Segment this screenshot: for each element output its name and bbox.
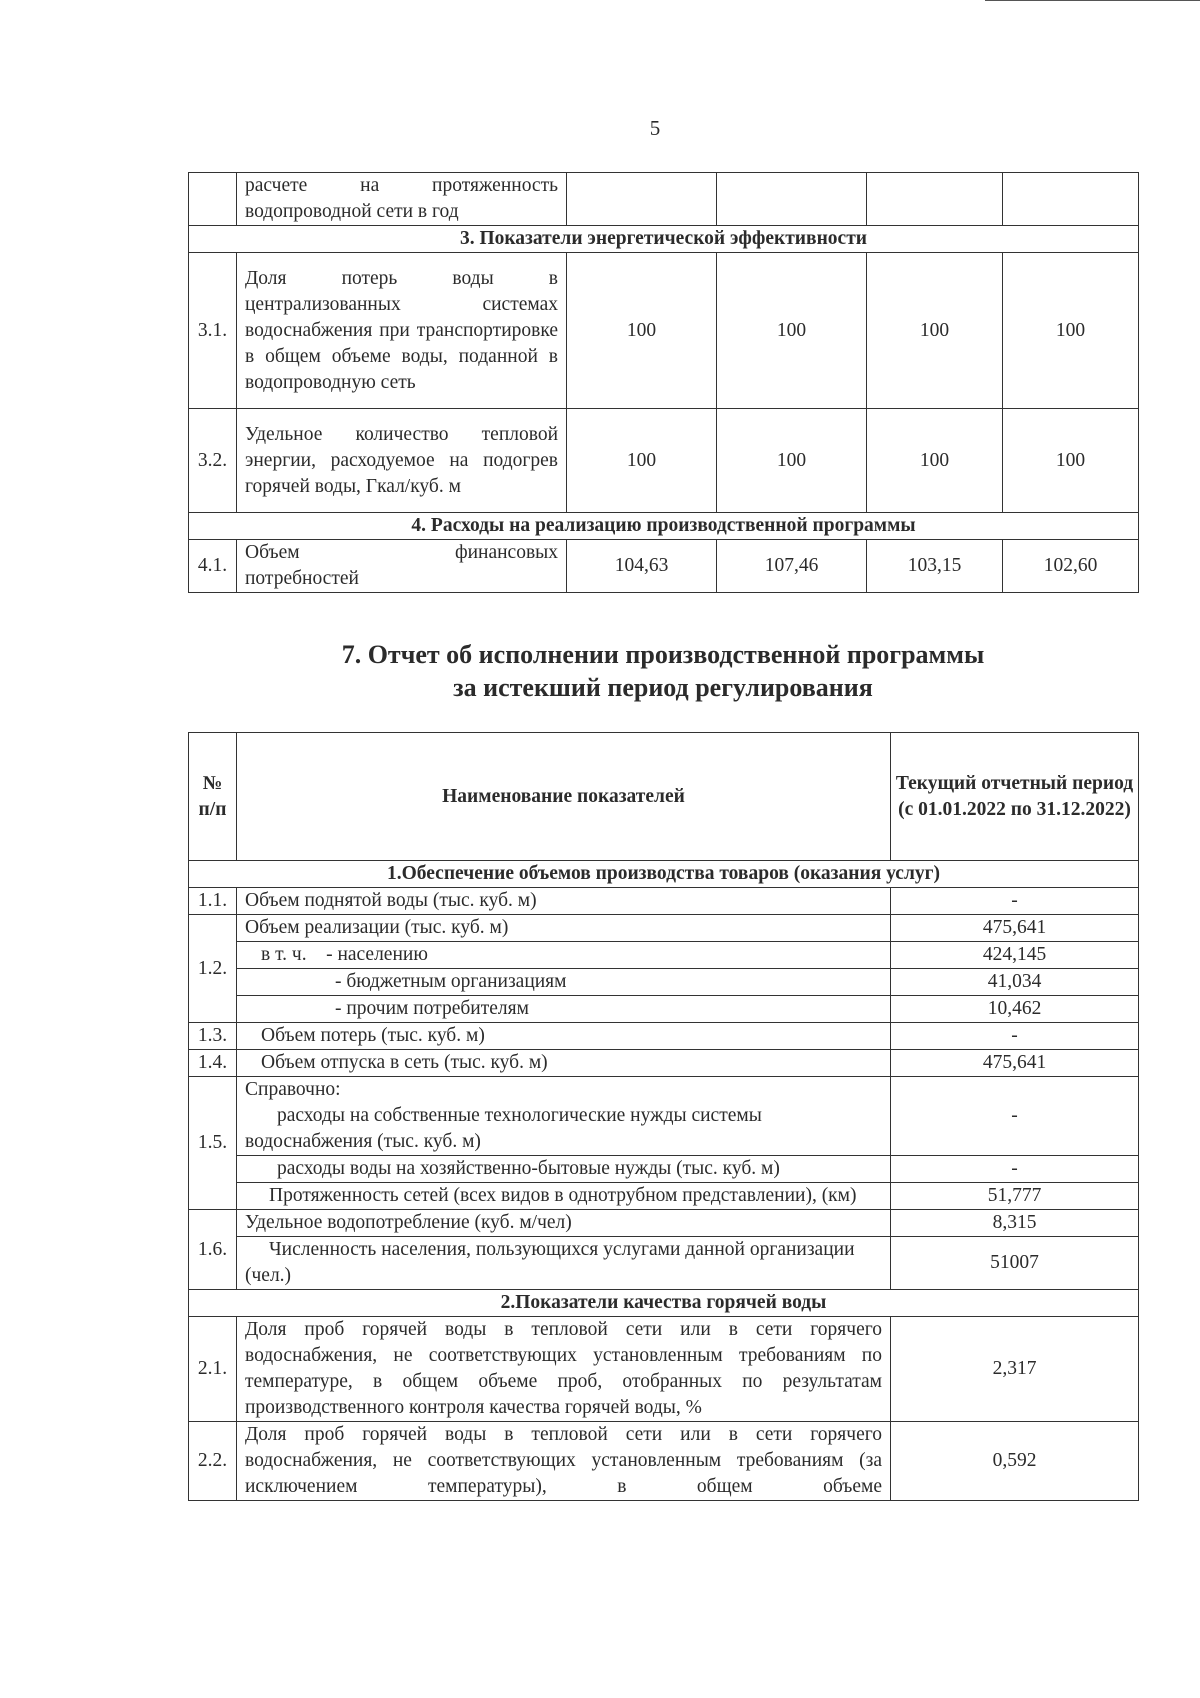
- section-heading: [188, 638, 1138, 704]
- heading-line-1: 7. Отчет об исполнении производственной программы: [341, 640, 985, 669]
- indicator-value: 2,317: [891, 1317, 1139, 1422]
- row-number: 1.3.: [189, 1023, 237, 1050]
- indicator-name: - бюджетным организациям: [237, 969, 891, 996]
- continued-indicator-name: расчете на протяженность водопроводной сети в год: [237, 173, 567, 226]
- row-number: 1.1.: [189, 888, 237, 915]
- program-report-table: [188, 732, 1139, 1501]
- indicator-value: 475,641: [891, 1050, 1139, 1077]
- table-row: [189, 1317, 1139, 1422]
- table-row: [189, 173, 1139, 226]
- table-row: [189, 1077, 1139, 1156]
- table-row: [189, 253, 1139, 409]
- table-row: [189, 996, 1139, 1023]
- indicator-name: в т. ч. - населению: [237, 942, 891, 969]
- table-row: [189, 1023, 1139, 1050]
- row-number: 2.1.: [189, 1317, 237, 1422]
- header-num: № п/п: [189, 733, 237, 861]
- section-4-title: 4. Расходы на реализацию производственной программы: [189, 513, 1139, 540]
- indicator-name: Объем потерь (тыс. куб. м): [237, 1023, 891, 1050]
- indicator-name: Доля проб горячей воды в тепловой сети или в сети горячего водоснабжения, не соответствующих установленным требованиям по температуре, в общем объеме проб, отобранных по результатам производственного контроля качества горячей воды, %: [237, 1317, 891, 1422]
- table-row: [189, 409, 1139, 513]
- indicator-value: 475,641: [891, 915, 1139, 942]
- indicator-name: Объем реализации (тыс. куб. м): [237, 915, 891, 942]
- indicator-value: -: [891, 1156, 1139, 1183]
- header-period: Текущий отчетный период (с 01.01.2022 по 31.12.2022): [891, 733, 1139, 861]
- indicator-value: 100: [867, 253, 1003, 409]
- indicator-value: 424,145: [891, 942, 1139, 969]
- indicator-value: -: [891, 1077, 1139, 1156]
- row-number: 2.2.: [189, 1422, 237, 1501]
- indicator-value: 10,462: [891, 996, 1139, 1023]
- indicator-name: расходы воды на хозяйственно-бытовые нужды (тыс. куб. м): [237, 1156, 891, 1183]
- indicator-value: 107,46: [717, 540, 867, 593]
- table-row: [189, 969, 1139, 996]
- section-header-row: [189, 226, 1139, 253]
- indicator-name: Доля проб горячей воды в тепловой сети или в сети горячего водоснабжения, не соответствующих установленным требованиям (за исключением температуры), в общем объеме: [237, 1422, 891, 1501]
- table-row: [189, 915, 1139, 942]
- section-header-row: [189, 513, 1139, 540]
- heading-line-2: за истекший период регулирования: [453, 673, 873, 702]
- indicator-value: 102,60: [1003, 540, 1139, 593]
- energy-indicators-table: [188, 172, 1139, 593]
- indicator-value: 100: [567, 409, 717, 513]
- table-row: [189, 1422, 1139, 1501]
- indicator-name: Численность населения, пользующихся услугами данной организации (чел.): [237, 1237, 891, 1290]
- table-row: [189, 942, 1139, 969]
- section-header-row: [189, 1290, 1139, 1317]
- indicator-name: Объем финансовых потребностей: [237, 540, 567, 593]
- section-1-title: 1.Обеспечение объемов производства товаров (оказания услуг): [189, 861, 1139, 888]
- indicator-name: Удельное количество тепловой энергии, расходуемое на подогрев горячей воды, Гкал/куб. м: [237, 409, 567, 513]
- table-row: [189, 1050, 1139, 1077]
- table-row: [189, 888, 1139, 915]
- row-number: 3.1.: [189, 253, 237, 409]
- indicator-value: 100: [717, 253, 867, 409]
- row-number: 4.1.: [189, 540, 237, 593]
- table-row: [189, 540, 1139, 593]
- indicator-value: 41,034: [891, 969, 1139, 996]
- section-header-row: [189, 861, 1139, 888]
- indicator-value: 51007: [891, 1237, 1139, 1290]
- row-number: 3.2.: [189, 409, 237, 513]
- table-row: [189, 1156, 1139, 1183]
- table-header-row: [189, 733, 1139, 861]
- indicator-value: 100: [867, 409, 1003, 513]
- page-number: 5: [649, 116, 661, 140]
- indicator-value: -: [891, 888, 1139, 915]
- indicator-value: 104,63: [567, 540, 717, 593]
- row-number: 1.6.: [189, 1210, 237, 1290]
- header-name: Наименование показателей: [237, 733, 891, 861]
- table-row: [189, 1237, 1139, 1290]
- section-3-title: 3. Показатели энергетической эффективности: [189, 226, 1139, 253]
- indicator-value: 0,592: [891, 1422, 1139, 1501]
- indicator-name: Справочно: расходы на собственные технологические нужды системы водоснабжения (тыс. куб. м): [237, 1077, 891, 1156]
- indicator-name: Объем поднятой воды (тыс. куб. м): [237, 888, 891, 915]
- indicator-value: 51,777: [891, 1183, 1139, 1210]
- indicator-value: 100: [1003, 409, 1139, 513]
- indicator-name: Доля потерь воды в централизованных системах водоснабжения при транспортировке в общем объеме воды, поданной в водопроводную сеть: [237, 253, 567, 409]
- indicator-value: -: [891, 1023, 1139, 1050]
- indicator-value: 100: [717, 409, 867, 513]
- indicator-name: Объем отпуска в сеть (тыс. куб. м): [237, 1050, 891, 1077]
- indicator-value: 100: [567, 253, 717, 409]
- section-2-title: 2.Показатели качества горячей воды: [189, 1290, 1139, 1317]
- indicator-value: 103,15: [867, 540, 1003, 593]
- row-number: 1.4.: [189, 1050, 237, 1077]
- indicator-name: Протяженность сетей (всех видов в однотрубном представлении), (км): [237, 1183, 891, 1210]
- table-row: [189, 1210, 1139, 1237]
- indicator-name: Удельное водопотребление (куб. м/чел): [237, 1210, 891, 1237]
- top-edge-line: [985, 0, 1200, 1]
- table-row: [189, 1183, 1139, 1210]
- row-number: 1.5.: [189, 1077, 237, 1210]
- indicator-name: - прочим потребителям: [237, 996, 891, 1023]
- row-number: 1.2.: [189, 915, 237, 1023]
- indicator-value: 100: [1003, 253, 1139, 409]
- indicator-value: 8,315: [891, 1210, 1139, 1237]
